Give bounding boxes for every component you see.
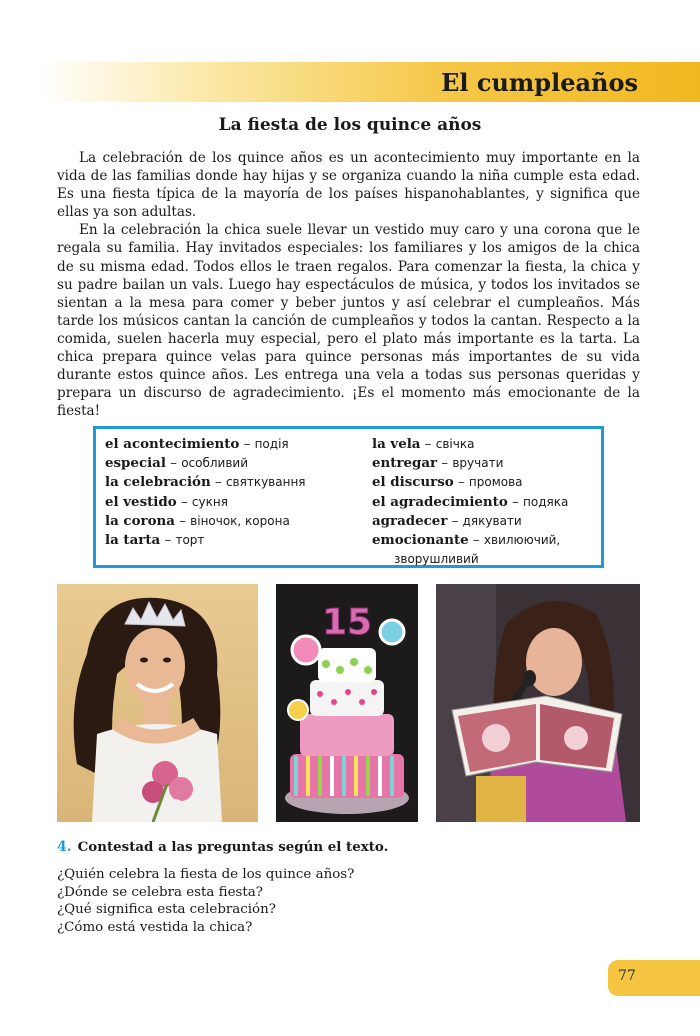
vocabulary-item: el discurso – промова [372,474,523,491]
vocabulary-item: el agradecimiento – подяка [372,493,569,510]
vocab-term: la corona [105,512,175,529]
girl-with-tiara-photo [57,584,258,822]
vocab-translation: промова [468,475,523,490]
vocab-translation: вручати [452,456,504,471]
vocabulary-item: la corona – віночок, корона [105,512,290,529]
vocab-term: el agradecimiento [372,493,508,510]
vocabulary-column-left [105,435,306,550]
page-number: 77 [618,968,636,984]
vocabulary-item: agradecer – дякувати [372,512,522,529]
vocab-translation: свічка [435,437,475,451]
vocabulary-column-right [372,435,568,569]
cake-number-topper: 15 [321,602,373,643]
paragraph: En la celebración la chica suele llevar un vestido muy caro y una corona que le regala su familia. Hay invitados especiales: los familiares y los amigos de la chica de su misma edad. Todos ellos le traen regalos. Para comenzar la fiesta, la chica y su padre bailan un vals. Luego hay espectáculos de música, y todos los invitados se sientan a la mesa para comer y beber juntos y así celebrar el cumpleaños. Más tarde los músicos cantan la canción de cumpleaños y todos la cantan. Respecto a la comida, suelen hacerla muy especial, pero el plato más importante es la tarta. La chica prepara quince velas para quince personas más importantes de su vida durante estos quince años. Les entrega una vela a todas sus personas queridas y prepara un discurso de agradecimiento. ¡Es el momento más emocionante de la fiesta! [57,222,640,420]
vocab-translation: зворушливий [394,552,479,567]
reading-text [57,149,640,420]
vocabulary-item: el vestido – сукня [105,493,228,510]
vocabulary-item: entregar – вручати [372,455,504,472]
vocab-translation: торт [175,533,205,548]
vocabulary-item: la vela – свічка [372,436,475,452]
vocab-translation: святкування [225,475,306,490]
vocabulary-item-continuation [372,550,568,569]
question-list [57,866,354,936]
question-item: ¿Quién celebra la fiesta de los quince años? [57,867,355,882]
vocab-translation: сукня [191,494,228,509]
vocab-term: agradecer [372,512,448,529]
vocab-translation: подяка [523,494,569,509]
section-title: La fiesta de los quince años [218,115,482,135]
question-item: ¿Qué significa esta celebración? [57,902,276,918]
question-item: ¿Dónde se celebra esta fiesta? [57,884,263,900]
vocab-term: la celebración [105,474,211,491]
vocab-term: especial [105,455,166,472]
chapter-title: El cumpleaños [441,68,638,97]
vocab-term: la vela [372,436,421,452]
vocabulary-item: emocionante – хвилюючий, [372,532,561,549]
vocab-term: la tarta [105,532,161,549]
girl-reading-speech-photo [436,584,640,822]
paragraph: La celebración de los quince años es un acontecimiento muy importante en la vida de las familias donde hay hijas y se organiza cuando la niña cumple esta edad. Es una fiesta típica de la mayoría de los países hispanohablantes, y significa que ellas ya son adultas. [57,150,640,221]
vocab-term: emocionante [372,532,469,549]
vocab-translation: особливий [181,456,249,471]
vocab-term: el acontecimiento [105,436,240,452]
vocab-translation: подія [254,437,289,451]
vocab-translation: дякувати [462,513,522,528]
vocab-term: entregar [372,455,438,472]
vocab-translation: хвилюючий, [483,533,561,548]
vocab-translation: віночок, корона [190,513,290,528]
birthday-cake-photo [276,584,418,822]
vocabulary-item: el acontecimiento – подія [105,436,289,452]
vocab-term: el discurso [372,474,454,491]
vocabulary-item: la tarta – торт [105,532,205,549]
question-item: ¿Cómo está vestida la chica? [57,919,253,935]
vocabulary-box [93,426,604,568]
task-instruction: Contestad a las preguntas según el texto. [77,839,389,855]
task-number: 4. [57,839,72,855]
vocab-term: el vestido [105,493,177,510]
vocabulary-item: la celebración – святкування [105,474,306,491]
task-4 [57,839,388,855]
vocabulary-item: especial – особливий [105,455,249,472]
